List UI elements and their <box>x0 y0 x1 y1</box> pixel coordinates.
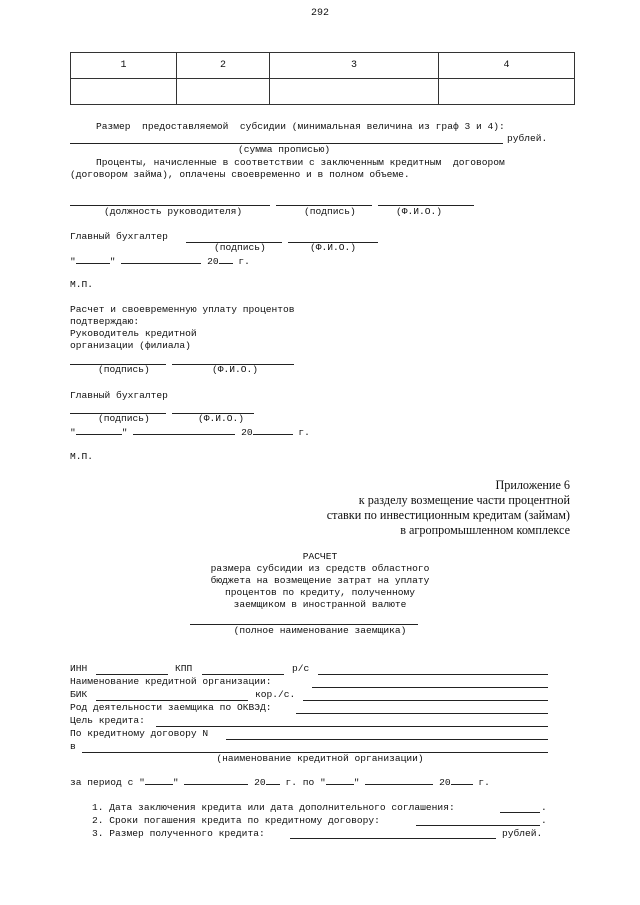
period-from-month-blank[interactable] <box>184 775 248 785</box>
table-header-cell: 3 <box>270 53 439 79</box>
list-item: 1. Дата заключения кредита или дата дополнительного соглашения: <box>92 802 455 813</box>
rs-blank[interactable] <box>318 674 548 675</box>
appendix-heading <box>327 478 570 538</box>
credit-org-label: Наименование кредитной организации: <box>70 676 272 687</box>
quote-close: " <box>109 256 116 267</box>
year-prefix: 20 <box>241 427 253 438</box>
table-header-cell: 4 <box>439 53 575 79</box>
year-suffix: г. <box>298 427 310 438</box>
kors-blank[interactable] <box>303 700 548 701</box>
quote-close: " <box>121 427 128 438</box>
quote-open: " <box>70 256 76 267</box>
period-line <box>70 775 490 789</box>
stamp-place-1: М.П. <box>70 279 94 290</box>
bank-head-line-2: организации (филиала) <box>70 340 191 351</box>
table-cell <box>177 79 270 105</box>
day-blank[interactable] <box>76 254 110 264</box>
appendix-line: в агропромышленном комплексе <box>400 523 570 537</box>
subsidy-rubles: рублей. <box>507 133 548 144</box>
year-prefix: 20 <box>439 777 451 788</box>
calc-line: заемщиком в иностранной валюте <box>233 599 407 610</box>
kpp-blank[interactable] <box>202 674 284 675</box>
table-header-row <box>71 53 575 79</box>
period-to: г. по <box>285 777 315 788</box>
period-to-day-blank[interactable] <box>326 775 354 785</box>
year-suffix: г. <box>238 256 250 267</box>
chief-accountant-label: Главный бухгалтер <box>70 231 168 242</box>
kpp-label: КПП <box>175 663 193 674</box>
table-row <box>71 79 575 105</box>
year-blank[interactable] <box>253 425 293 435</box>
rs-label: р/с <box>292 663 310 674</box>
period-to-month-blank[interactable] <box>365 775 433 785</box>
credit-purpose-label: Цель кредита: <box>70 715 145 726</box>
table-header-cell: 1 <box>71 53 177 79</box>
list-item-2-dot: . <box>541 815 547 826</box>
appendix-line: к разделу возмещение части процентной <box>358 493 570 507</box>
month-blank[interactable] <box>133 425 235 435</box>
list-item-1-blank[interactable] <box>500 812 540 813</box>
subsidy-line: Размер предоставляемой субсидии (минимальная величина из граф 3 и 4): <box>96 121 505 132</box>
quote-open: " <box>70 427 76 438</box>
period-prefix: за период с <box>70 777 134 788</box>
bank-chief-fio-caption: (Ф.И.О.) <box>198 413 245 424</box>
credit-purpose-blank[interactable] <box>156 726 548 727</box>
interest-line-1: Проценты, начисленные в соответствии с заключенным кредитным договором <box>96 157 505 168</box>
head-fio-caption: (Ф.И.О.) <box>396 206 443 217</box>
bank-confirm-line-2: подтверждаю: <box>70 316 140 327</box>
okved-label: Род деятельности заемщика по ОКВЭД: <box>70 702 272 713</box>
bik-blank[interactable] <box>96 700 248 701</box>
head-position-caption: (должность руководителя) <box>104 206 243 217</box>
okved-blank[interactable] <box>296 713 548 714</box>
credit-org-blank[interactable] <box>312 687 548 688</box>
bank-head-fio-caption: (Ф.И.О.) <box>212 364 259 375</box>
chief-accountant-fio-caption: (Ф.И.О.) <box>310 242 357 253</box>
list-item-3-blank[interactable] <box>290 838 496 839</box>
bank-head-signature-caption: (подпись) <box>98 364 150 375</box>
table-cell <box>439 79 575 105</box>
head-signature-caption: (подпись) <box>304 206 356 217</box>
appendix-line: ставки по инвестиционным кредитам (займам) <box>326 508 570 522</box>
bank-chief-accountant-label: Главный бухгалтер <box>70 390 168 401</box>
quote-open: " <box>139 777 145 788</box>
date-line-2 <box>70 425 310 439</box>
period-from-year-blank[interactable] <box>266 775 280 785</box>
interest-line-2: (договором займа), оплачены своевременно и в полном объеме. <box>70 169 410 180</box>
page-number: 292 <box>311 8 330 19</box>
table-cell <box>71 79 177 105</box>
bik-label: БИК <box>70 689 88 700</box>
inn-blank[interactable] <box>96 674 168 675</box>
year-blank[interactable] <box>219 254 233 264</box>
year-suffix: г. <box>478 777 490 788</box>
kors-label: кор./с. <box>255 689 296 700</box>
list-item: 3. Размер полученного кредита: <box>92 828 265 839</box>
appendix-line: Приложение 6 <box>495 478 570 492</box>
credit-contract-label: По кредитному договору N <box>70 728 209 739</box>
calc-line: бюджета на возмещение затрат на уплату <box>210 575 430 586</box>
credit-org-caption: (наименование кредитной организации) <box>216 753 424 764</box>
stamp-place-2: М.П. <box>70 451 94 462</box>
calc-title: РАСЧЕТ <box>302 551 338 562</box>
credit-contract-blank[interactable] <box>226 739 548 740</box>
calc-line: размера субсидии из средств областного <box>210 563 430 574</box>
year-prefix: 20 <box>254 777 266 788</box>
chief-accountant-signature-caption: (подпись) <box>214 242 266 253</box>
list-item: 2. Сроки погашения кредита по кредитному договору: <box>92 815 380 826</box>
list-item-2-blank[interactable] <box>416 825 540 826</box>
list-item-1-dot: . <box>541 802 547 813</box>
table-header-cell: 2 <box>177 53 270 79</box>
bank-head-line-1: Руководитель кредитной <box>70 328 197 339</box>
list-item-3-suffix: рублей. <box>502 828 543 839</box>
calc-line: процентов по кредиту, полученному <box>225 587 415 598</box>
date-line-1 <box>70 254 250 268</box>
year-prefix: 20 <box>207 256 219 267</box>
period-from-day-blank[interactable] <box>145 775 173 785</box>
quote-close: " <box>172 777 179 788</box>
in-label: в <box>70 741 76 752</box>
bank-confirm-line-1: Расчет и своевременную уплату процентов <box>70 304 295 315</box>
sum-in-words-caption: (сумма прописью) <box>238 144 331 155</box>
day-blank[interactable] <box>76 425 122 435</box>
header-table <box>70 52 575 105</box>
month-blank[interactable] <box>121 254 201 264</box>
table-cell <box>270 79 439 105</box>
period-to-year-blank[interactable] <box>451 775 473 785</box>
inn-label: ИНН <box>70 663 88 674</box>
bank-chief-signature-caption: (подпись) <box>98 413 150 424</box>
quote-open: " <box>320 777 326 788</box>
quote-close: " <box>353 777 360 788</box>
borrower-name-caption: (полное наименование заемщика) <box>233 625 407 636</box>
